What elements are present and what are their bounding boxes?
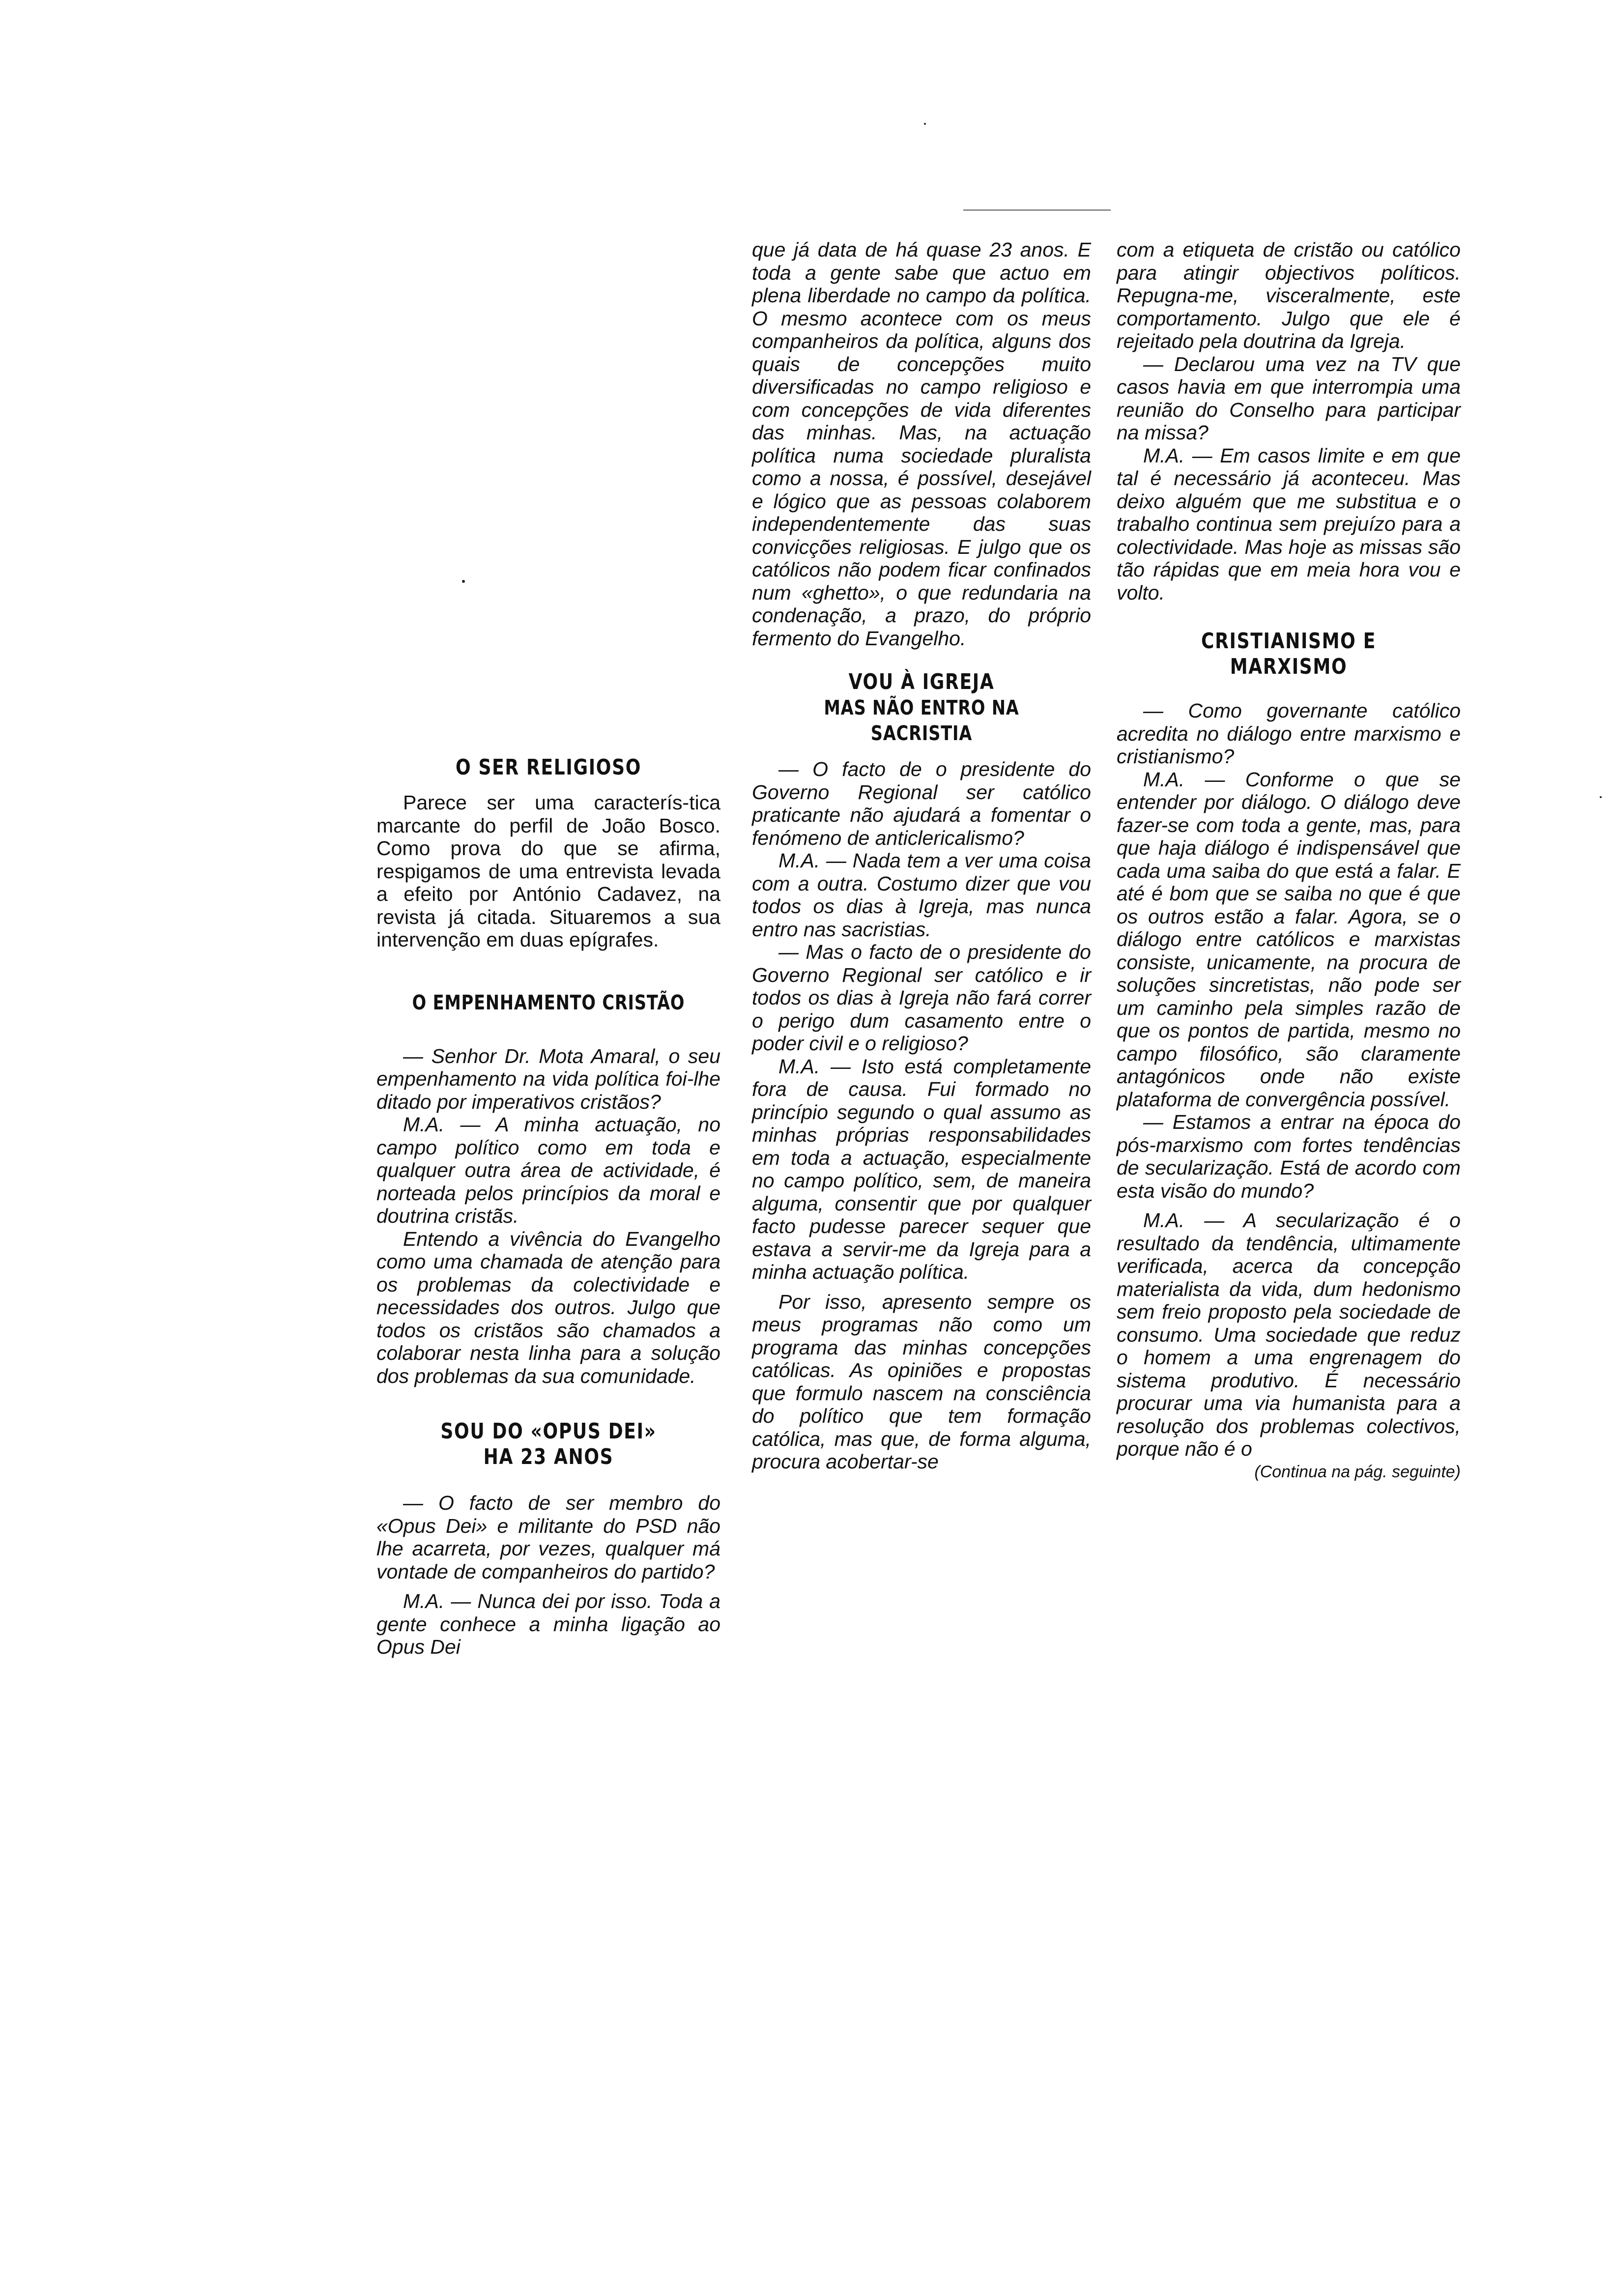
question-paragraph: — Como governante católico acredita no diálogo entre marxismo e cristianismo? [1117,699,1461,768]
section-heading-vou-a-igreja: VOU À IGREJA [848,669,995,694]
answer-continuation: que já data de há quase 23 anos. E toda a gente sabe que actuo em plena liberdade no campo da política. O mesmo acontece com os meus companheiros da política, alguns dos quais de concepções muito diversificadas no campo religioso e com concepções de vida diferentes das minhas. Mas, na actuação política numa sociedade pluralista como a nossa, é possível, desejável e lógico que as pessoas colaborem independentemente das suas convicções religiosas. E julgo que os católicos não podem ficar confinados num «ghetto», o que redundaria na condenação, a prazo, do próprio fermento do Evangelho. [752,238,1091,650]
answer-paragraph: M.A. — Em casos limite e em que tal é necessário já aconteceu. Mas deixo alguém que me substitua e o trabalho continua sem prejuízo para a colectividade. Mas hoje as missas são tão rápidas que em meia hora vou e volto. [1117,444,1461,604]
question-paragraph: — O facto de ser membro do «Opus Dei» e militante do PSD não lhe acarreta, por vezes, qualquer má vontade de companheiros do partido? [376,1492,720,1583]
section-heading-opus-dei-line2: HA 23 ANOS [483,1444,614,1469]
scan-speck [924,123,926,125]
question-paragraph: — O facto de o presidente do Governo Regional ser católico praticante não ajudará a fomentar o fenómeno de anticlericalismo? [752,758,1091,849]
section-heading-sacristia: MAS NÃO ENTRO NA SACRISTIA [824,696,1019,745]
question-paragraph: — Estamos a entrar na época do pós-marxismo com fortes tendências de secularização. Está de acordo com esta visão do mundo? [1117,1111,1461,1202]
continued-note: (Continua na pág. seguinte) [1254,1462,1461,1481]
article-column-3 [1117,238,1461,1483]
section-heading-empenhamento: O EMPENHAMENTO CRISTÃO [412,990,685,1014]
question-paragraph: — Declarou uma vez na TV que casos havia em que interrompia uma reunião do Conselho para participar na missa? [1117,352,1461,444]
answer-paragraph: M.A. — Nada tem a ver uma coisa com a outra. Costumo dizer que vou todos os dias à Igreja, mas nunca entro nas sacristias. [752,849,1091,941]
article-column-2 [752,238,1091,1473]
section-heading-cristianismo-marxismo: CRISTIANISMO E MARXISMO [1201,629,1376,679]
answer-paragraph: M.A. — Nunca dei por isso. Toda a gente conhece a minha ligação ao Opus Dei [376,1590,720,1658]
intro-paragraph: Parece ser uma caracterís-tica marcante do perfil de João Bosco. Como prova do que se afirma, respigamos de uma entrevista levada a efeito por António Cadavez, na revista já citada. Situaremos a sua intervenção em duas epígrafes. [376,791,720,951]
answer-paragraph: M.A. — A secularização é o resultado da tendência, ultimamente verificada, acerca da concepção materialista da vida, dum hedonismo sem freio proposto pela sociedade de consumo. Uma sociedade que reduz o homem a uma engrenagem do sistema produtivo. É necessário procurar uma via humanista para a resolução dos problemas colectivos, porque não é o [1117,1209,1461,1460]
article-column-1 [376,755,720,1659]
section-heading-o-ser-religioso: O SER RELIGIOSO [455,755,642,780]
section-heading-opus-dei-line1: SOU DO «OPUS DEI» [440,1419,657,1444]
scan-mark [963,209,1111,211]
scan-speck [462,580,465,583]
question-paragraph: — Mas o facto de o presidente do Governo Regional ser católico e ir todos os dias à Igreja não fará correr o perigo dum casamento entre o poder civil e o religioso? [752,941,1091,1055]
scan-speck [1600,796,1602,798]
answer-paragraph: M.A. — Isto está completamente fora de causa. Fui formado no princípio segundo o qual assumo as minhas próprias responsabilidades em toda a actuação, especialmente no campo político, sem, de maneira alguma, consentir que por qualquer facto pudesse parecer sequer que estava a servir-me da Igreja para a minha actuação política. [752,1055,1091,1283]
answer-paragraph: Por isso, apresento sempre os meus programas não como um programa das minhas concepções católicas. As opiniões e propostas que formulo nascem na consciência do político que tem formação católica, mas que, de forma alguma, procura acobertar-se [752,1290,1091,1473]
question-paragraph: — Senhor Dr. Mota Amaral, o seu empenhamento na vida política foi-lhe ditado por imperativos cristãos? [376,1044,720,1113]
answer-paragraph: Entendo a vivência do Evangelho como uma chamada de atenção para os problemas da colectividade e necessidades dos outros. Julgo que todos os cristãos são chamados a colaborar nesta linha para a solução dos problemas da sua comunidade. [376,1227,720,1387]
answer-paragraph: M.A. — Conforme o que se entender por diálogo. O diálogo deve fazer-se com toda a gente, mas, para que haja diálogo é indispensável que cada uma saiba do que está a falar. E até é bom que se saiba no que é que os outros estão a falar. Agora, se o diálogo entre católicos e marxistas consiste, unicamente, na procura de soluções sincretistas, não pode ser um caminho pela simples razão de que os pontos de partida, mesmo no campo filosófico, são claramente antagónicos onde não existe plataforma de convergência possível. [1117,768,1461,1111]
answer-paragraph: M.A. — A minha actuação, no campo político como em toda e qualquer outra área de actividade, é norteada pelos princípios da moral e doutrina cristãs. [376,1113,720,1227]
answer-continuation: com a etiqueta de cristão ou católico para atingir objectivos políticos. Repugna-me, visceralmente, este comportamento. Julgo que ele é rejeitado pela doutrina da Igreja. [1117,238,1461,352]
